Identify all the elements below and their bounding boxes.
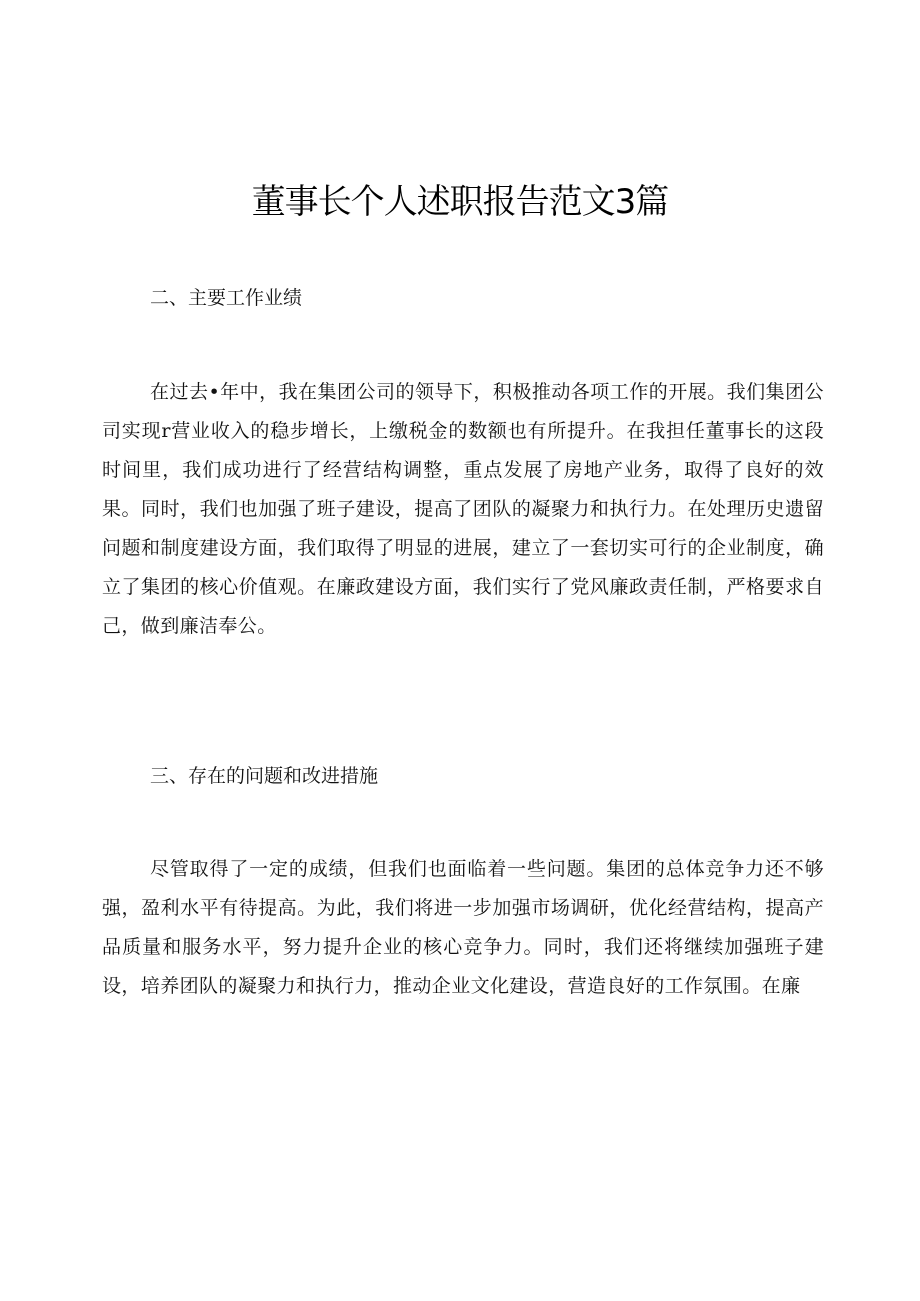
section-heading-achievements: 二、主要工作业绩 [150,287,303,309]
section-heading-problems: 三、存在的问题和改进措施 [150,765,379,787]
section-paragraph-problems: 尽管取得了一定的成绩，但我们也面临着一些问题。集团的总体竞争力还不够强，盈利水平有待提高。为此，我们将进一步加强市场调研，优化经营结构，提高产品质量和服务水平，努力提升企业的核心竞争力。同时，我们还将继续加强班子建设，培养团队的凝聚力和执行力，推动企业文化建设，营造良好的工作氛围。在廉 [102,858,824,997]
document-title: 董事长个人述职报告范文3篇 [251,182,669,222]
section-paragraph-achievements: 在过去•年中，我在集团公司的领导下，积极推动各项工作的开展。我们集团公司实现r营业收入的稳步增长，上缴税金的数额也有所提升。在我担任董事长的这段时间里，我们成功进行了经营结构调整，重点发展了房地产业务，取得了良好的效果。同时，我们也加强了班子建设，提高了团队的凝聚力和执行力。在处理历史遗留问题和制度建设方面，我们取得了明显的进展，建立了一套切实可行的企业制度，确立了集团的核心价值观。在廉政建设方面，我们实行了党风廉政责任制，严格要求自己，做到廉洁奉公。 [102,381,824,637]
